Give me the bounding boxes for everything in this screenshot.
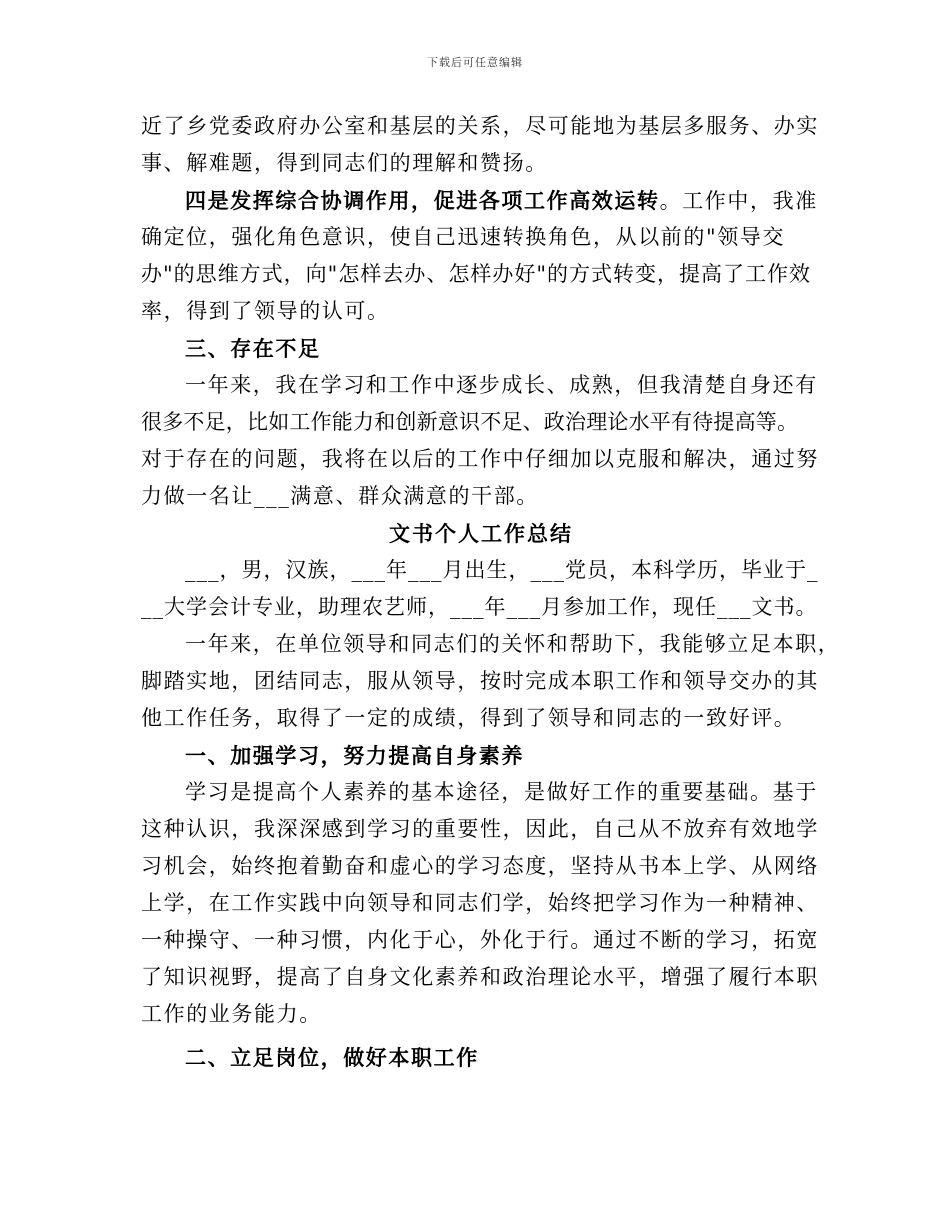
body-line: 很多不足，比如工作能力和创新意识不足、政治理论水平有待提高等。: [141, 410, 799, 434]
section-heading-study: 一、加强学习，努力提高自身素养: [185, 743, 524, 768]
body-line: 他工作任务，取得了一定的成绩，得到了领导和同志的一致好评。: [141, 706, 797, 730]
body-line: 这种认识，我深深感到学习的重要性，因此，自己从不放弃有效地学: [141, 817, 819, 841]
body-line: 确定位，强化角色意识，使自己迅速转换角色，从以前的"领导交: [141, 225, 786, 249]
paragraph-four-first-line: [141, 182, 821, 219]
section-heading-shortcomings: 三、存在不足: [185, 336, 321, 361]
body-line: 脚踏实地，团结同志，服从领导，按时完成本职工作和领导交办的其: [141, 669, 819, 693]
body-line: 一年来，我在学习和工作中逐步成长、成熟，但我清楚自身还有: [185, 373, 818, 397]
body-line: 上学，在工作实践中向领导和同志们学，始终把学习作为一种精神、: [141, 891, 819, 915]
body-line: 学习是提高个人素养的基本途径，是做好工作的重要基础。基于: [185, 780, 818, 804]
body-line: 力做一名让___满意、群众满意的干部。: [141, 484, 539, 508]
body-line: 习机会，始终抱着勤奋和虚心的学习态度，坚持从书本上学、从网络: [141, 854, 819, 878]
body-line: 工作的业务能力。: [141, 1002, 322, 1026]
document-body: [141, 108, 841, 1076]
body-line: 办"的思维方式，向"怎样去办、怎样办好"的方式转变，提高了工作效: [141, 262, 811, 286]
body-line: __大学会计专业，助理农艺师，___年___月参加工作，现任___文书。: [141, 595, 818, 619]
body-line: ___，男，汉族，___年___月出生，___党员，本科学历，毕业于_: [185, 558, 819, 582]
document-title: 文书个人工作总结: [389, 521, 573, 546]
body-line: 率，得到了领导的认可。: [141, 299, 390, 323]
header-note: 下载后可任意编辑: [427, 56, 523, 69]
body-line: 事、解难题，得到同志们的理解和赞扬。: [141, 151, 548, 175]
section-heading-post: 二、立足岗位，做好本职工作: [185, 1045, 479, 1070]
body-line: 对于存在的问题，我将在以后的工作中仔细加以克服和解决，通过努: [141, 447, 819, 471]
body-line: 了知识视野，提高了自身文化素养和政治理论水平，增强了履行本职: [141, 965, 819, 989]
paragraph-four-lead: 四是发挥综合协调作用，促进各项工作高效运转: [185, 188, 660, 213]
body-line: 一种操守、一种习惯，内化于心，外化于行。通过不断的学习，拓宽: [141, 928, 819, 952]
paragraph-four-rest: 。工作中，我准: [659, 189, 818, 213]
body-line: 一年来，在单位领导和同志们的关怀和帮助下，我能够立足本职，: [185, 632, 841, 656]
body-line: 近了乡党委政府办公室和基层的关系，尽可能地为基层多服务、办实: [141, 114, 819, 138]
